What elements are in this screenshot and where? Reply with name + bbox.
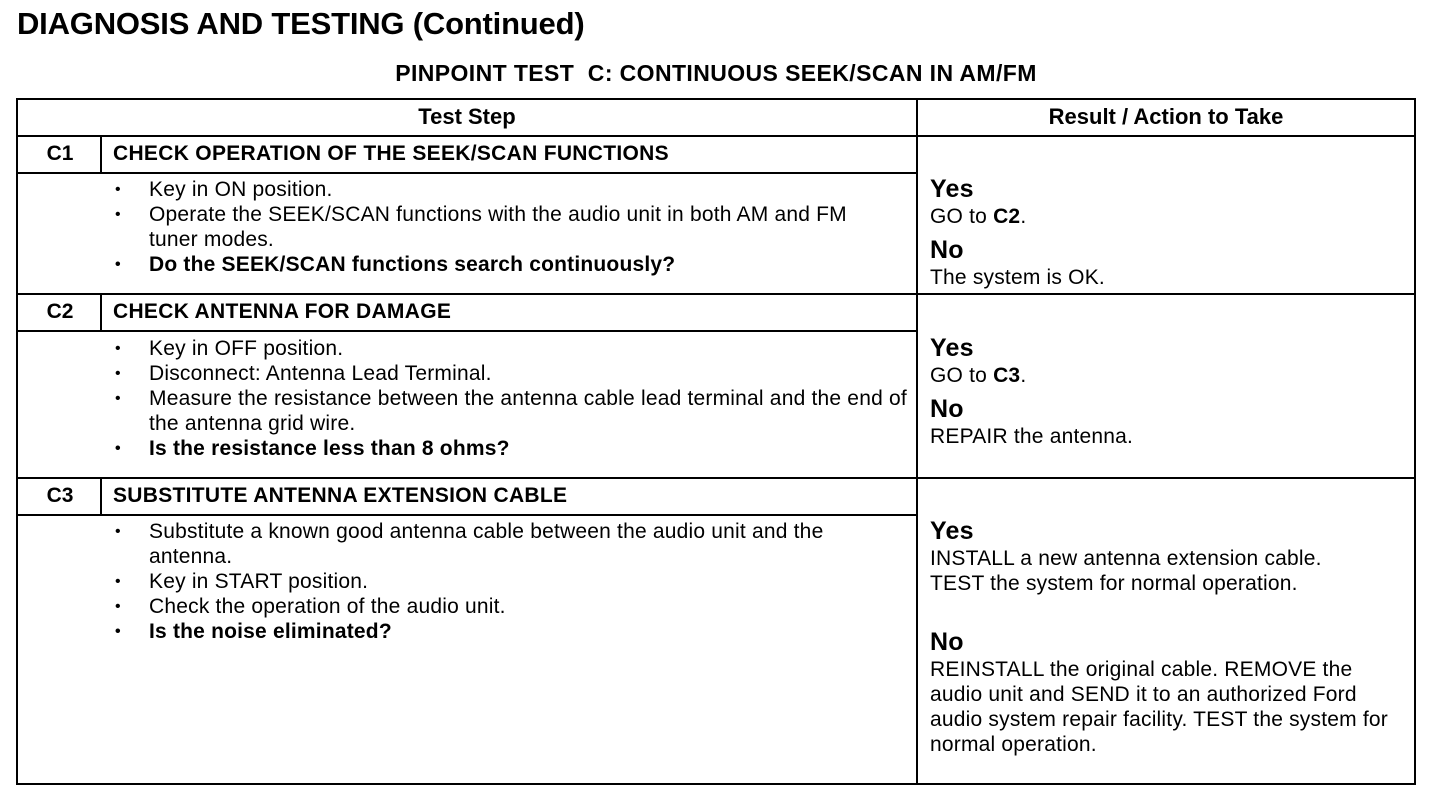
yes-action-line: INSTALL a new antenna extension cable. xyxy=(930,547,1322,570)
pinpoint-test-table xyxy=(16,98,1416,785)
column-divider xyxy=(916,100,918,783)
yes-text: GO to xyxy=(930,364,994,387)
list-item: • Check the operation of the audio unit. xyxy=(113,594,883,619)
yes-label: Yes xyxy=(930,517,974,545)
step-heading: CHECK ANTENNA FOR DAMAGE xyxy=(113,300,452,323)
list-item: • Operate the SEEK/SCAN functions with the audio unit in both AM and FM tuner modes. xyxy=(113,202,883,252)
result-action xyxy=(930,516,1418,596)
step-id: C1 xyxy=(46,142,74,165)
no-label: No xyxy=(930,236,964,264)
yes-end: . xyxy=(1020,205,1027,228)
page-title: DIAGNOSIS AND TESTING (Continued) xyxy=(17,6,585,41)
no-label: No xyxy=(930,628,964,656)
no-action: REPAIR the antenna. xyxy=(930,425,1134,448)
heading-divider xyxy=(18,172,918,174)
heading-divider xyxy=(18,330,918,332)
no-label: No xyxy=(930,395,964,423)
step-reference: C3 xyxy=(993,364,1021,387)
result-action xyxy=(930,174,1418,290)
step-bullets xyxy=(113,177,883,277)
list-item: • Key in OFF position. xyxy=(113,336,913,361)
list-item: • Is the noise eliminated? xyxy=(113,619,883,644)
row-divider xyxy=(18,293,1414,295)
step-heading: CHECK OPERATION OF THE SEEK/SCAN FUNCTIONS xyxy=(113,142,669,165)
step-id: C3 xyxy=(46,484,74,507)
heading-divider xyxy=(18,514,918,516)
result-action xyxy=(930,627,1400,757)
step-reference: C2 xyxy=(993,205,1021,228)
list-item: • Key in START position. xyxy=(113,569,883,594)
list-item: • Substitute a known good antenna cable between the audio unit and the antenna. xyxy=(113,519,883,569)
no-action: REINSTALL the original cable. REMOVE the audio unit and SEND it to an authorized Ford audio system repair facility. TEST the system for normal operation. xyxy=(930,658,1388,756)
list-item: • Do the SEEK/SCAN functions search continuously? xyxy=(113,252,883,277)
yes-action xyxy=(930,204,1418,229)
yes-end: . xyxy=(1020,364,1027,387)
list-item: • Is the resistance less than 8 ohms? xyxy=(113,436,913,461)
step-bullets xyxy=(113,519,883,644)
row-divider xyxy=(18,477,1414,479)
step-heading: SUBSTITUTE ANTENNA EXTENSION CABLE xyxy=(113,484,568,507)
yes-action xyxy=(930,363,1418,388)
step-id: C2 xyxy=(46,300,74,323)
yes-text: GO to xyxy=(930,205,994,228)
table-title: PINPOINT TEST C: CONTINUOUS SEEK/SCAN IN AM/FM xyxy=(395,60,1037,86)
yes-label: Yes xyxy=(930,175,974,203)
list-item: • Key in ON position. xyxy=(113,177,883,202)
yes-label: Yes xyxy=(930,334,974,362)
list-item: • Measure the resistance between the antenna cable lead terminal and the end of the antenna grid wire. xyxy=(113,386,913,436)
result-action xyxy=(930,333,1418,449)
step-bullets xyxy=(113,336,913,461)
header-result-action: Result / Action to Take xyxy=(1048,104,1284,129)
header-test-step: Test Step xyxy=(418,104,516,129)
yes-action-line: TEST the system for normal operation. xyxy=(930,572,1298,595)
no-action: The system is OK. xyxy=(930,266,1105,289)
list-item: • Disconnect: Antenna Lead Terminal. xyxy=(113,361,913,386)
header-divider xyxy=(18,135,1414,137)
